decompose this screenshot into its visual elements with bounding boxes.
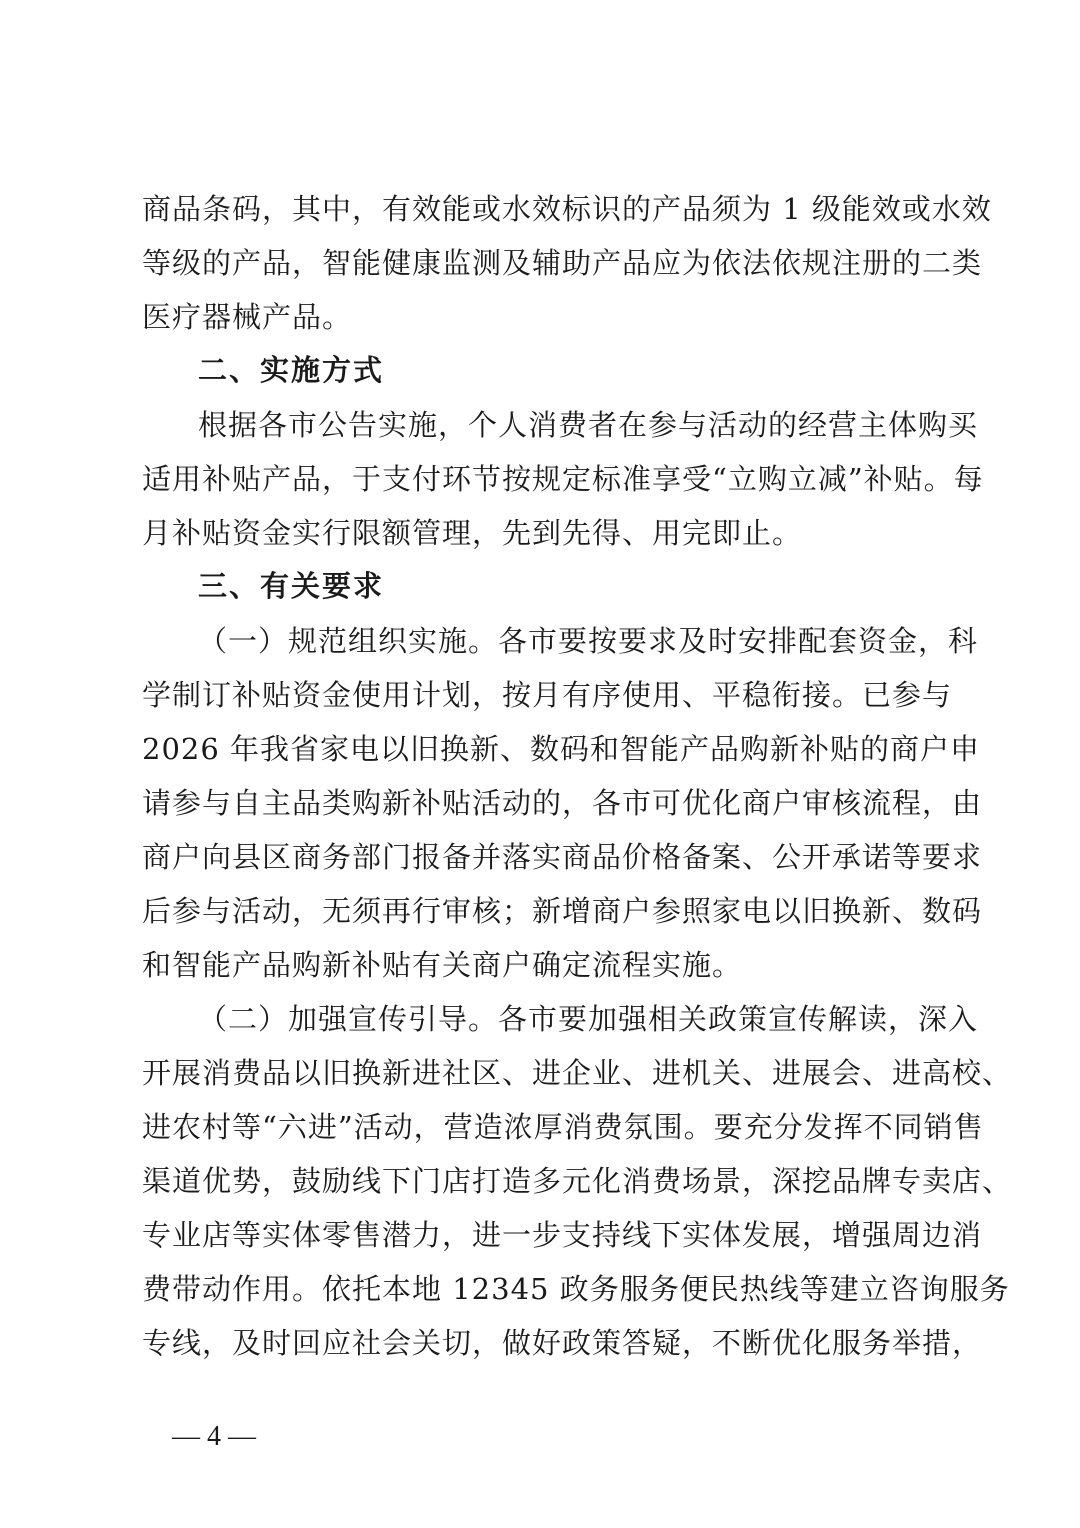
paragraph-line: 月补贴资金实行限额管理，先到先得、用完即止。: [142, 516, 803, 550]
paragraph-line: 渠道优势，鼓励线下门店打造多元化消费场景，深挖品牌专卖店、: [142, 1164, 1013, 1198]
paragraph-line: 适用补贴产品，于支付环节按规定标准享受“立购立减”补贴。每: [142, 462, 984, 496]
paragraph-line: 根据各市公告实施，个人消费者在参与活动的经营主体购买: [198, 408, 979, 442]
paragraph-line: 专线，及时回应社会关切，做好政策答疑，不断优化服务举措，: [142, 1326, 983, 1360]
paragraph-line: 费带动作用。依托本地 12345 政务服务便民热线等建立咨询服务: [142, 1272, 1010, 1306]
section-heading: 二、实施方式: [198, 353, 385, 387]
paragraph-line: 医疗器械产品。: [142, 300, 353, 334]
paragraph-line: （二）加强宣传引导。各市要加强相关政策宣传解读，深入: [198, 1002, 979, 1036]
paragraph-line: 后参与活动，无须再行审核；新增商户参照家电以旧换新、数码: [142, 894, 983, 928]
paragraph-line: 商户向县区商务部门报备并落实商品价格备案、公开承诺等要求: [142, 840, 983, 874]
section-heading: 三、有关要求: [198, 569, 385, 603]
paragraph-line: 和智能产品购新补贴有关商户确定流程实施。: [142, 948, 743, 982]
paragraph-line: （一）规范组织实施。各市要按要求及时安排配套资金，科: [198, 624, 979, 658]
paragraph-line: 学制订补贴资金使用计划，按月有序使用、平稳衔接。已参与: [142, 678, 953, 712]
paragraph-line: 2026 年我省家电以旧换新、数码和智能产品购新补贴的商户申: [142, 732, 981, 766]
paragraph-line: 专业店等实体零售潜力，进一步支持线下实体发展，增强周边消: [142, 1218, 983, 1252]
paragraph-line: 商品条码，其中，有效能或水效标识的产品须为 1 级能效或水效: [142, 192, 992, 226]
page-number: — 4 —: [172, 1421, 256, 1452]
paragraph-line: 开展消费品以旧换新进社区、进企业、进机关、进展会、进高校、: [142, 1056, 1013, 1090]
paragraph-line: 请参与自主品类购新补贴活动的，各市可优化商户审核流程，由: [142, 786, 983, 820]
paragraph-line: 等级的产品，智能健康监测及辅助产品应为依法依规注册的二类: [142, 246, 983, 280]
paragraph-line: 进农村等“六进”活动，营造浓厚消费氛围。要充分发挥不同销售: [142, 1110, 984, 1144]
